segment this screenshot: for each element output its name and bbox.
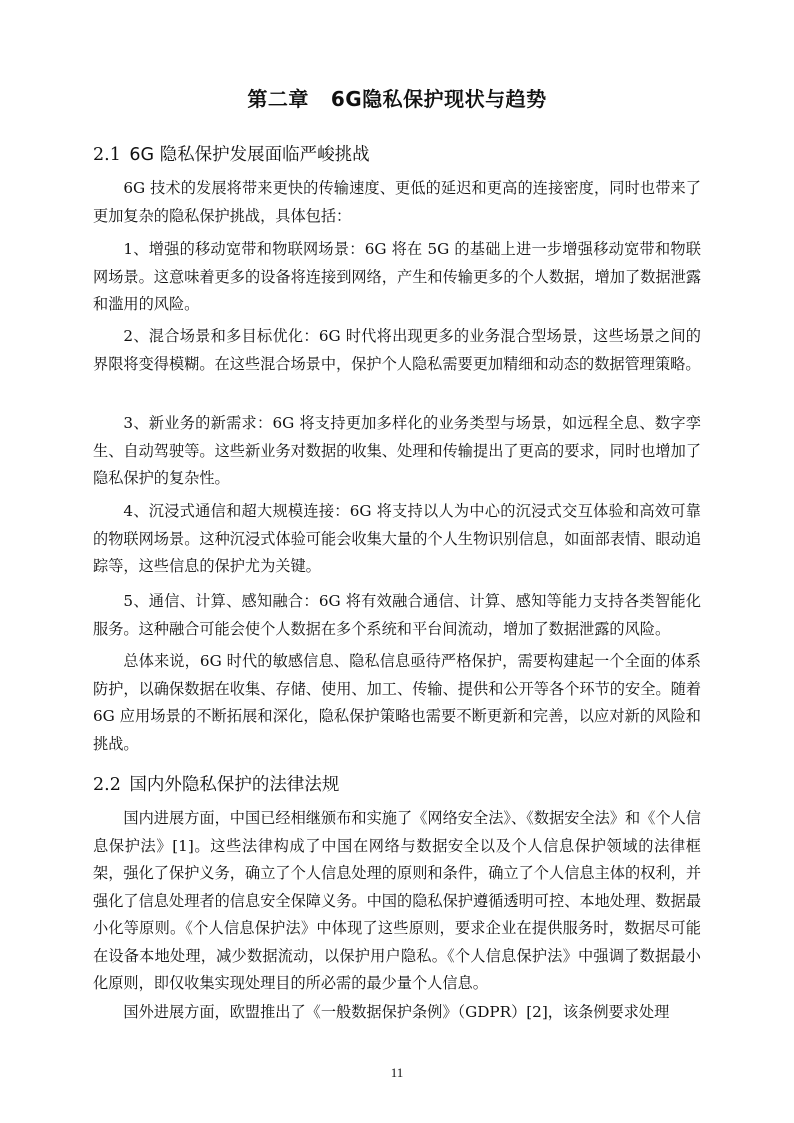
- paragraph: 3、新业务的新需求：6G 将支持更加多样化的业务类型与场景，如远程全息、数字孪生、自动驾驶等。这些新业务对数据的收集、处理和传输提出了更高的要求，同时也增加了隐私保护的复杂性。: [93, 414, 701, 487]
- chapter-number: 第二章: [247, 87, 309, 111]
- section-heading-2-1: [93, 142, 370, 168]
- paragraph: 总体来说，6G 时代的敏感信息、隐私信息亟待严格保护，需要构建起一个全面的体系防护，以确保数据在收集、存储、使用、加工、传输、提供和公开等各个环节的安全。随着 6G 应用场景的不断拓展和深化，隐私保护策略也需要不断更新和完善，以应对新的风险和挑战。: [93, 652, 701, 753]
- paragraph: 国外进展方面，欧盟推出了《一般数据保护条例》（GDPR）[2]，该条例要求处理: [123, 1003, 670, 1021]
- paragraph: 1、增强的移动宽带和物联网场景：6G 将在 5G 的基础上进一步增强移动宽带和物联网场景。这意味着更多的设备将连接到网络，产生和传输更多的个人数据，增加了数据泄露和滥用的风险。: [93, 240, 701, 313]
- paragraph: 国内进展方面，中国已经相继颁布和实施了《网络安全法》、《数据安全法》和《个人信息保护法》[1]。这些法律构成了中国在网络与数据安全以及个人信息保护领域的法律框架，强化了保护义务，确立了个人信息处理的原则和条件，确立了个人信息主体的权利，并强化了信息处理者的信息安全保障义务。中国的隐私保护遵循透明可控、本地处理、数据最小化等原则。《个人信息保护法》中体现了这些原则，要求企业在提供服务时，数据尽可能在设备本地处理，减少数据流动，以保护用户隐私。《个人信息保护法》中强调了数据最小化原则，即仅收集实现处理目的所必需的最少量个人信息。: [93, 809, 701, 992]
- section-title: 国内外隐私保护的法律法规: [129, 775, 340, 795]
- paragraph: 6G 技术的发展将带来更快的传输速度、更低的延迟和更高的连接密度，同时也带来了更加复杂的隐私保护挑战，具体包括：: [93, 179, 701, 225]
- chapter-title-text: 6G隐私保护现状与趋势: [330, 87, 547, 111]
- chapter-title: [0, 84, 794, 114]
- section-title: 6G 隐私保护发展面临严峻挑战: [129, 145, 370, 165]
- section-number: 2.1: [93, 145, 121, 165]
- paragraph: 5、通信、计算、感知融合：6G 将有效融合通信、计算、感知等能力支持各类智能化服务。这种融合可能会使个人数据在多个系统和平台间流动，增加了数据泄露的风险。: [93, 592, 701, 638]
- paragraph: 2、混合场景和多目标优化：6G 时代将出现更多的业务混合型场景，这些场景之间的界限将变得模糊。在这些混合场景中，保护个人隐私需要更加精细和动态的数据管理策略。: [93, 327, 701, 373]
- section-heading-2-2: [93, 772, 339, 798]
- page-number: 11: [390, 1065, 404, 1080]
- paragraph: 4、沉浸式通信和超大规模连接：6G 将支持以人为中心的沉浸式交互体验和高效可靠的物联网场景。这种沉浸式体验可能会收集大量的个人生物识别信息，如面部表情、眼动追踪等，这些信息的保护尤为关键。: [93, 502, 701, 575]
- section-number: 2.2: [93, 775, 121, 795]
